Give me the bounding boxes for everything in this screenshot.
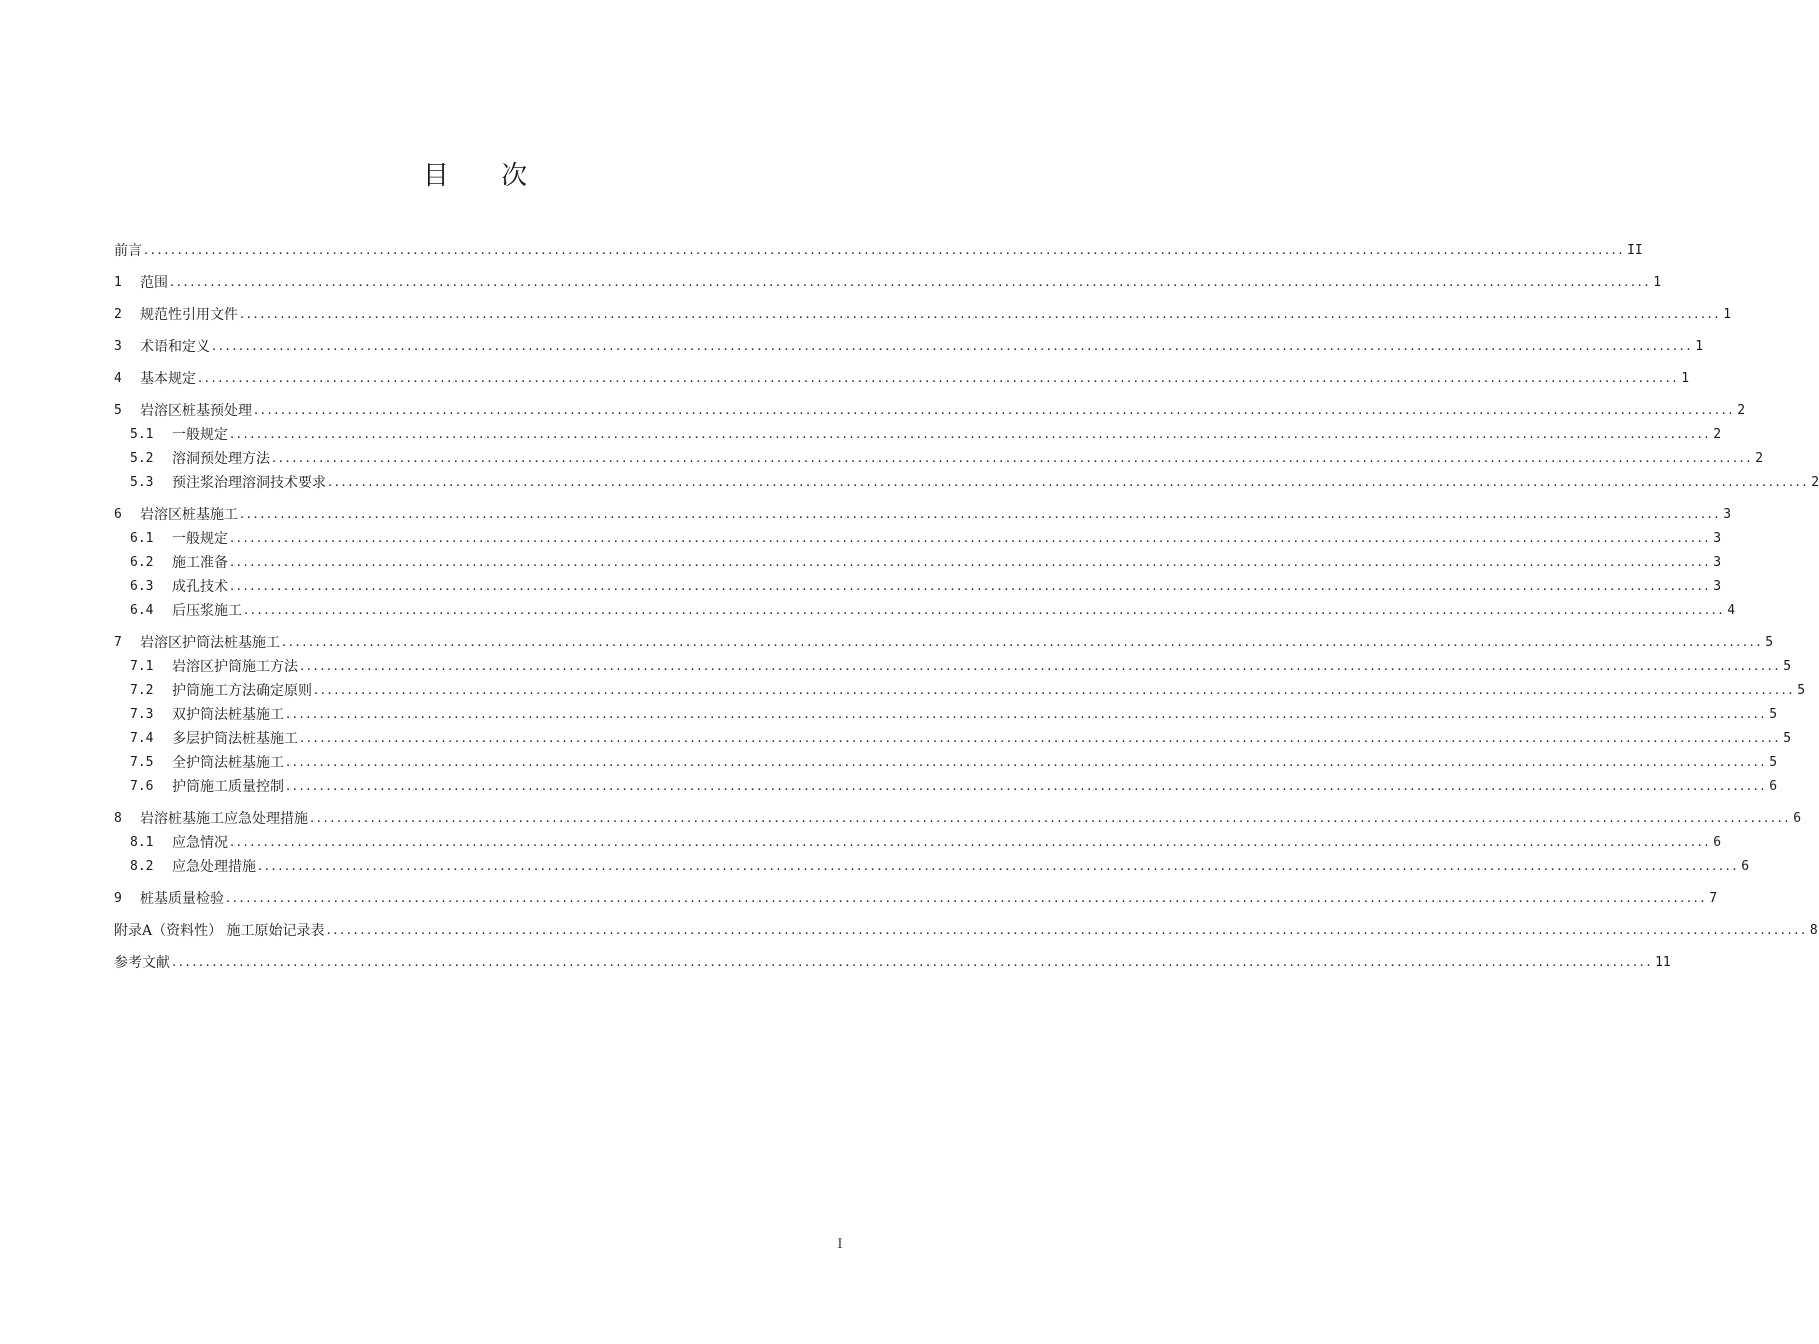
toc-entry-title: 附录A（资料性） 施工原始记录表 <box>114 923 325 939</box>
toc-entry-title: 全护筒法桩基施工 <box>172 755 284 771</box>
toc-entry-title: 溶洞预处理方法 <box>172 451 270 467</box>
toc-entry-page: II <box>1627 243 1643 258</box>
toc-entry[interactable] <box>114 506 1732 524</box>
toc-entry-number: 6.4 <box>130 603 154 618</box>
toc-entry-number: 5.2 <box>130 451 154 466</box>
toc-entry-number: 7.2 <box>130 683 154 698</box>
toc-entry-page: 5 <box>1765 635 1774 650</box>
toc-entry-title: 施工准备 <box>172 555 228 571</box>
toc-dot-leader: ............................................................................................................................................................................................................................ <box>300 731 1782 746</box>
toc-entry-number: 7.6 <box>130 779 154 794</box>
toc-dot-leader: ............................................................................................................................................................................................................................ <box>240 307 1722 322</box>
toc-entry-number: 3 <box>114 339 122 354</box>
toc-entry[interactable] <box>114 810 1802 828</box>
toc-title: 目 次 <box>422 161 550 191</box>
toc-entry-page: 3 <box>1713 555 1722 570</box>
toc-subentry[interactable] <box>114 858 1750 876</box>
toc-entry-title: 岩溶区护筒法桩基施工 <box>140 635 280 651</box>
toc-entry-page: 5 <box>1783 659 1792 674</box>
toc-dot-leader: ............................................................................................................................................................................................................................ <box>254 403 1736 418</box>
toc-entry[interactable] <box>114 954 1671 972</box>
toc-entry-title: 护筒施工方法确定原则 <box>172 683 312 699</box>
toc-dot-leader: ............................................................................................................................................................................................................................ <box>240 507 1722 522</box>
toc-subentry[interactable] <box>114 578 1722 596</box>
toc-entry[interactable] <box>114 890 1718 908</box>
toc-entry-number: 8.1 <box>130 835 154 850</box>
toc-dot-leader: ............................................................................................................................................................................................................................ <box>144 243 1626 258</box>
toc-entry-number: 4 <box>114 371 122 386</box>
toc-entry-number: 8 <box>114 811 122 826</box>
toc-dot-leader: ............................................................................................................................................................................................................................ <box>310 811 1792 826</box>
toc-entry-page: 3 <box>1713 579 1722 594</box>
toc-entry[interactable] <box>114 306 1732 324</box>
toc-dot-leader: ............................................................................................................................................................................................................................ <box>170 275 1652 290</box>
toc-entry-number: 7.4 <box>130 731 154 746</box>
toc-entry-number: 7.1 <box>130 659 154 674</box>
toc-entry-number: 5 <box>114 403 122 418</box>
toc-entry-page: 1 <box>1723 307 1732 322</box>
toc-entry-title: 预注浆治理溶洞技术要求 <box>172 475 326 491</box>
toc-entry-page: 3 <box>1713 531 1722 546</box>
toc-dot-leader: ............................................................................................................................................................................................................................ <box>326 923 1808 938</box>
toc-entry-title: 岩溶区护筒施工方法 <box>172 659 298 675</box>
toc-entry-page: 1 <box>1695 339 1704 354</box>
toc-entry-page: 8 <box>1809 923 1818 938</box>
toc-entry-number: 7 <box>114 635 122 650</box>
toc-entry-page: 2 <box>1713 427 1722 442</box>
toc-entry-title: 成孔技术 <box>172 579 228 595</box>
toc-dot-leader: ............................................................................................................................................................................................................................ <box>328 475 1810 490</box>
toc-dot-leader: ............................................................................................................................................................................................................................ <box>230 531 1712 546</box>
toc-dot-leader: ............................................................................................................................................................................................................................ <box>230 835 1712 850</box>
toc-entry-title: 基本规定 <box>140 371 196 387</box>
toc-entry-title: 前言 <box>114 243 142 259</box>
toc-entry-number: 8.2 <box>130 859 154 874</box>
toc-entry-page: 5 <box>1797 683 1806 698</box>
toc-dot-leader: ............................................................................................................................................................................................................................ <box>212 339 1694 354</box>
toc-entry-number: 5.1 <box>130 427 154 442</box>
toc-entry-number: 6 <box>114 507 122 522</box>
toc-entry-number: 7.5 <box>130 755 154 770</box>
toc-entry-title: 规范性引用文件 <box>140 307 238 323</box>
toc-entry-number: 6.1 <box>130 531 154 546</box>
toc-entry[interactable] <box>114 370 1690 388</box>
toc-dot-leader: ............................................................................................................................................................................................................................ <box>230 555 1712 570</box>
toc-subentry[interactable] <box>114 706 1778 724</box>
toc-entry-page: 2 <box>1737 403 1746 418</box>
toc-entry-title: 应急情况 <box>172 835 228 851</box>
toc-subentry[interactable] <box>114 450 1764 468</box>
toc-entry-page: 3 <box>1723 507 1732 522</box>
toc-entry-page: 6 <box>1741 859 1750 874</box>
toc-dot-leader: ............................................................................................................................................................................................................................ <box>286 755 1768 770</box>
toc-entry-number: 2 <box>114 307 122 322</box>
toc-subentry[interactable] <box>114 530 1722 548</box>
toc-entry-number: 9 <box>114 891 122 906</box>
toc-entry-page: 5 <box>1769 707 1778 722</box>
toc-entry-number: 6.2 <box>130 555 154 570</box>
toc-dot-leader: ............................................................................................................................................................................................................................ <box>282 635 1764 650</box>
toc-entry[interactable] <box>114 338 1704 356</box>
toc-entry-title: 一般规定 <box>172 531 228 547</box>
toc-entry-title: 参考文献 <box>114 955 170 971</box>
toc-dot-leader: ............................................................................................................................................................................................................................ <box>230 579 1712 594</box>
toc-subentry[interactable] <box>114 474 1819 492</box>
toc-dot-leader: ............................................................................................................................................................................................................................ <box>314 683 1796 698</box>
toc-subentry[interactable] <box>114 754 1778 772</box>
toc-entry[interactable] <box>114 634 1774 652</box>
toc-entry-title: 一般规定 <box>172 427 228 443</box>
toc-entry[interactable] <box>114 274 1662 292</box>
toc-entry-page: 6 <box>1793 811 1802 826</box>
toc-subentry[interactable] <box>114 426 1722 444</box>
toc-subentry[interactable] <box>114 834 1722 852</box>
toc-entry[interactable] <box>114 242 1643 260</box>
toc-entry-number: 1 <box>114 275 122 290</box>
toc-entry-number: 6.3 <box>130 579 154 594</box>
toc-subentry[interactable] <box>114 682 1806 700</box>
toc-entry-title: 桩基质量检验 <box>140 891 224 907</box>
toc-entry-page: 1 <box>1681 371 1690 386</box>
toc-entry-title: 后压浆施工 <box>172 603 242 619</box>
toc-subentry[interactable] <box>114 778 1778 796</box>
toc-entry-title: 护筒施工质量控制 <box>172 779 284 795</box>
toc-entry-title: 应急处理措施 <box>172 859 256 875</box>
toc-dot-leader: ............................................................................................................................................................................................................................ <box>300 659 1782 674</box>
toc-subentry[interactable] <box>114 658 1792 676</box>
toc-subentry[interactable] <box>114 602 1736 620</box>
toc-dot-leader: ............................................................................................................................................................................................................................ <box>172 955 1654 970</box>
toc-entry-title: 多层护筒法桩基施工 <box>172 731 298 747</box>
toc-entry-title: 范围 <box>140 275 168 291</box>
toc-entry-page: 6 <box>1713 835 1722 850</box>
toc-entry-page: 11 <box>1655 955 1671 970</box>
toc-dot-leader: ............................................................................................................................................................................................................................ <box>272 451 1754 466</box>
toc-entry-page: 2 <box>1811 475 1819 490</box>
toc-entry-number: 7.3 <box>130 707 154 722</box>
toc-dot-leader: ............................................................................................................................................................................................................................ <box>198 371 1680 386</box>
toc-entry-page: 1 <box>1653 275 1662 290</box>
toc-dot-leader: ............................................................................................................................................................................................................................ <box>230 427 1712 442</box>
toc-entry[interactable] <box>114 402 1746 420</box>
toc-subentry[interactable] <box>114 554 1722 572</box>
toc-dot-leader: ............................................................................................................................................................................................................................ <box>286 707 1768 722</box>
toc-entry-page: 7 <box>1709 891 1718 906</box>
toc-entry[interactable] <box>114 922 1818 940</box>
toc-entry-title: 岩溶区桩基预处理 <box>140 403 252 419</box>
toc-entry-title: 术语和定义 <box>140 339 210 355</box>
toc-dot-leader: ............................................................................................................................................................................................................................ <box>258 859 1740 874</box>
toc-entry-page: 4 <box>1727 603 1736 618</box>
toc-dot-leader: ............................................................................................................................................................................................................................ <box>286 779 1768 794</box>
toc-entry-title: 双护筒法桩基施工 <box>172 707 284 723</box>
toc-entry-page: 6 <box>1769 779 1778 794</box>
toc-entry-page: 5 <box>1769 755 1778 770</box>
toc-dot-leader: ............................................................................................................................................................................................................................ <box>226 891 1708 906</box>
toc-dot-leader: ............................................................................................................................................................................................................................ <box>244 603 1726 618</box>
toc-entry-title: 岩溶桩基施工应急处理措施 <box>140 811 308 827</box>
page-number: I <box>837 1237 843 1252</box>
table-of-contents <box>114 242 1819 972</box>
toc-entry-page: 5 <box>1783 731 1792 746</box>
toc-entry-page: 2 <box>1755 451 1764 466</box>
toc-entry-number: 5.3 <box>130 475 154 490</box>
toc-entry-title: 岩溶区桩基施工 <box>140 507 238 523</box>
toc-subentry[interactable] <box>114 730 1792 748</box>
